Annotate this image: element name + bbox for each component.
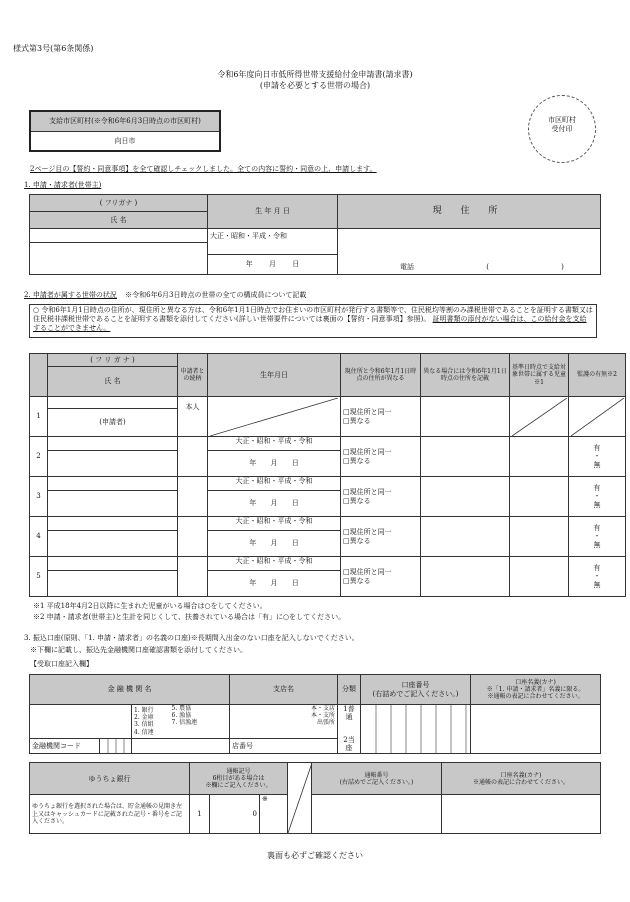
applicant-name-field[interactable] bbox=[30, 243, 208, 275]
section3-heading: 【受取口座記入欄】 bbox=[30, 660, 93, 668]
yucho-num-field[interactable] bbox=[312, 795, 442, 834]
differ-checkbox[interactable]: □異なる bbox=[343, 576, 371, 585]
yucho-holder-header bbox=[442, 763, 601, 795]
member-care[interactable] bbox=[569, 557, 626, 597]
yucho-description: ゆうちょ銀行を選択された場合は、貯金通帳の見開き左上又はキャッシュカードに記載された記号・番号をご記入ください。 bbox=[30, 795, 190, 834]
member-furigana[interactable] bbox=[48, 437, 178, 451]
type-nokyo[interactable]: 5. 農協 bbox=[171, 705, 192, 712]
care-no[interactable]: 無 bbox=[593, 580, 601, 589]
branch-type-2[interactable]: 本・支所 bbox=[311, 712, 336, 720]
reception-stamp bbox=[528, 95, 596, 163]
member-furigana[interactable] bbox=[48, 397, 178, 409]
member-name[interactable] bbox=[48, 491, 178, 517]
branch-field[interactable] bbox=[230, 705, 338, 739]
member-care[interactable] bbox=[569, 477, 626, 517]
type-shinren[interactable]: 4. 信連 bbox=[134, 728, 154, 736]
holder-field[interactable] bbox=[471, 705, 601, 754]
yucho-code-extra[interactable] bbox=[260, 795, 288, 834]
section2-title: 2. 申請者が属する世帯の状況 bbox=[24, 291, 117, 299]
member-birth-era[interactable]: 大正・昭和・平成・令和 bbox=[208, 477, 341, 491]
member-name[interactable] bbox=[48, 571, 178, 597]
holder-note: ※「1. 申請・請求者」名義に限る。 bbox=[486, 685, 585, 693]
branch-type-1[interactable]: 本・支店 bbox=[311, 705, 336, 712]
member-furigana[interactable] bbox=[48, 517, 178, 531]
h-care: 監護の有無※2 bbox=[569, 354, 626, 397]
member-child[interactable] bbox=[510, 477, 569, 517]
differ-checkbox[interactable]: □異なる bbox=[343, 416, 371, 425]
member-child[interactable] bbox=[510, 437, 569, 477]
yucho-holder-note: ※通帳の表記に合わせてください。 bbox=[472, 778, 569, 786]
address-notice bbox=[29, 304, 597, 338]
applicant-birth-date: 年 月 日 bbox=[208, 255, 338, 275]
h-relationship: 申請者との続柄 bbox=[178, 354, 208, 397]
diagonal-line bbox=[210, 398, 338, 436]
row-number: 2 bbox=[30, 437, 48, 477]
confirm-statement: 2ページ目の【誓約・同意事項】を全て確認しチェックしました。全ての内容に誓約・同意の上、申請します。 bbox=[30, 165, 377, 173]
name-header: 氏 名 bbox=[30, 212, 208, 229]
bank-name-header: 金 融 機 関 名 bbox=[30, 675, 230, 705]
section2-header bbox=[24, 291, 306, 300]
branch-no-label: 店番号 bbox=[232, 741, 254, 750]
holder-header bbox=[471, 675, 601, 705]
account-no-note: (右詰めでご記入ください。) bbox=[372, 689, 459, 698]
type-gyokyo[interactable]: 6. 漁協 bbox=[171, 712, 192, 720]
yucho-num-note: (右詰めでご記入ください。) bbox=[339, 778, 414, 786]
member-name[interactable] bbox=[48, 451, 178, 477]
notice-warning: 証明書類の添付がない場合は、この給付金を支給することができません。 bbox=[33, 314, 587, 332]
type-bank[interactable]: 1. 銀行 bbox=[134, 707, 154, 715]
furigana-header: ( フリガナ ) bbox=[30, 195, 208, 212]
member-birth-date: 年 月 日 bbox=[208, 491, 341, 517]
member-diff-address[interactable] bbox=[421, 397, 510, 437]
notice-text: 令和6年1月1日時点の住所が、現住所と異なる方は、令和6年1月1日時点でお住まいの市区町村が発行する書類等で、住民税均等割のみ課税世帯であることを証明する書類又は住民税非課税世帯であることを証明する書類を添付してください(詳しい世帯要件については裏面の【誓約・同意事項】参照)。 bbox=[33, 306, 593, 323]
member-relation[interactable] bbox=[178, 517, 208, 557]
section1-title: 1. 申請・請求者(世帯主) bbox=[24, 181, 102, 189]
account-no-field[interactable] bbox=[361, 705, 471, 754]
form-number: 様式第3号(第6条関係) bbox=[13, 44, 94, 53]
address-header: 現 住 所 bbox=[338, 195, 601, 229]
member-birth-era[interactable]: 大正・昭和・平成・令和 bbox=[208, 437, 341, 451]
differ-checkbox[interactable]: □異なる bbox=[343, 536, 371, 545]
care-no[interactable]: 無 bbox=[593, 500, 601, 509]
member-child bbox=[510, 397, 569, 437]
diagonal-line bbox=[512, 398, 567, 436]
member-furigana[interactable] bbox=[48, 557, 178, 571]
account-no-label: 口座番号 bbox=[401, 681, 430, 690]
yucho-divider bbox=[288, 763, 312, 834]
care-yes[interactable]: 有 bbox=[593, 563, 601, 572]
yucho-code-zero: 0 bbox=[252, 810, 257, 819]
h-furigana: ( フ リ ガ ナ ) bbox=[48, 354, 178, 367]
member-care[interactable] bbox=[569, 437, 626, 477]
bank-type-right[interactable] bbox=[170, 705, 230, 739]
bank-type-left[interactable] bbox=[132, 705, 170, 739]
form-subtitle: (申請を必要とする世帯の場合) bbox=[259, 81, 371, 90]
member-address-check[interactable] bbox=[341, 437, 421, 477]
member-name[interactable]: (申請者) bbox=[48, 409, 178, 437]
section3-title: 3. 振込口座(原則、「1. 申請・請求者」の名義の口座)※長期間入出金のない口座を記入しないでください。 bbox=[24, 634, 359, 642]
h-address-diff: 現住所と令和6年1月1日時点の住所が異なる bbox=[341, 354, 421, 397]
member-child[interactable] bbox=[510, 557, 569, 597]
h-name: 氏 名 bbox=[48, 367, 178, 397]
holder-label: 口座名義(カナ) bbox=[515, 678, 556, 686]
kind-toza[interactable]: 2当座 bbox=[343, 735, 355, 753]
care-dot: ・ bbox=[593, 572, 601, 581]
member-address-check[interactable] bbox=[341, 557, 421, 597]
member-birth-date: 年 月 日 bbox=[208, 571, 341, 597]
member-care bbox=[569, 397, 626, 437]
member-relation[interactable] bbox=[178, 557, 208, 597]
member-birth-blank bbox=[208, 397, 341, 437]
branch-no-cell[interactable] bbox=[230, 738, 338, 753]
member-birth-era[interactable]: 大正・昭和・平成・令和 bbox=[208, 517, 341, 531]
same-checkbox[interactable]: □現住所と同一 bbox=[343, 488, 392, 497]
yucho-code-first: 1 bbox=[190, 795, 210, 834]
yucho-holder-field[interactable] bbox=[442, 795, 601, 834]
type-shingyoren[interactable]: 7. 信漁連 bbox=[171, 719, 198, 727]
same-checkbox[interactable]: □現住所と同一 bbox=[343, 568, 392, 577]
kind-field[interactable] bbox=[338, 705, 361, 754]
member-child[interactable] bbox=[510, 517, 569, 557]
member-furigana[interactable] bbox=[48, 477, 178, 491]
payer-label: 支給市区町村(※令和6年6月3日時点の市区町村) bbox=[30, 111, 220, 131]
yucho-code-note2: ※欄にご記入ください。 bbox=[205, 782, 272, 790]
member-relation[interactable] bbox=[178, 477, 208, 517]
diagonal-line bbox=[571, 398, 624, 436]
member-diff-address[interactable] bbox=[421, 517, 510, 557]
form-title: 令和6年度向日市低所得世帯支援給付金申請書(請求書) bbox=[217, 70, 413, 79]
member-address-check[interactable] bbox=[341, 397, 421, 437]
member-care[interactable] bbox=[569, 517, 626, 557]
type-kinko[interactable]: 2. 金庫 bbox=[134, 714, 154, 722]
payer-municipality-table bbox=[29, 110, 221, 152]
member-diff-address[interactable] bbox=[421, 437, 510, 477]
care-yes[interactable]: 有 bbox=[593, 523, 601, 532]
era-options: 大正・昭和・平成・令和 bbox=[210, 232, 287, 240]
h-birth: 生年月日 bbox=[208, 354, 341, 397]
yucho-code-header bbox=[190, 763, 288, 795]
yucho-code-label: 通帳記号 bbox=[226, 767, 251, 775]
account-no-header bbox=[361, 675, 471, 705]
bank-name-field[interactable] bbox=[30, 705, 132, 739]
care-yes[interactable]: 有 bbox=[593, 443, 601, 452]
row-number: 1 bbox=[30, 397, 48, 437]
kind-header: 分類 bbox=[338, 675, 361, 705]
care-dot: ・ bbox=[593, 532, 601, 541]
footnote-2: ※2 申請・請求者(世帯主)と生計を同じくして、扶養されている場合は「有」に○をしてください。 bbox=[33, 613, 346, 621]
no-header bbox=[30, 354, 48, 397]
same-checkbox[interactable]: □現住所と同一 bbox=[343, 408, 392, 417]
phone-label: 電話 ( ) bbox=[400, 263, 564, 271]
yucho-table bbox=[29, 762, 601, 834]
differ-checkbox[interactable]: □異なる bbox=[343, 456, 371, 465]
member-birth-era[interactable]: 大正・昭和・平成・令和 bbox=[208, 557, 341, 571]
section3-note: ※下欄に記載し、振込先金融機関口座確認書類を添付してください。 bbox=[30, 646, 247, 654]
care-yes[interactable]: 有 bbox=[593, 483, 601, 492]
member-relation: 本人 bbox=[178, 397, 208, 437]
birth-header: 生 年 月 日 bbox=[208, 195, 338, 229]
bank-code-spacer bbox=[132, 738, 230, 753]
type-shinkumi[interactable]: 3. 信組 bbox=[134, 721, 154, 729]
applicant-furigana-field[interactable] bbox=[30, 229, 208, 243]
row-number: 5 bbox=[30, 557, 48, 597]
yucho-num-header bbox=[312, 763, 442, 795]
stamp-line1: 市区町村 bbox=[548, 116, 576, 124]
same-checkbox[interactable]: □現住所と同一 bbox=[343, 448, 392, 457]
bank-code-label: 金融機関コード bbox=[30, 738, 100, 753]
differ-checkbox[interactable]: □異なる bbox=[343, 496, 371, 505]
diagonal-line bbox=[288, 763, 312, 833]
care-no[interactable]: 無 bbox=[593, 460, 601, 469]
branch-header: 支店名 bbox=[230, 675, 338, 705]
member-diff-address[interactable] bbox=[421, 477, 510, 517]
footnote-1: ※1 平成18年4月2日以降に生まれた児童がいる場合は○をしてください。 bbox=[33, 602, 267, 610]
yucho-holder-label: 口座名義(カナ) bbox=[500, 771, 542, 779]
member-birth-date: 年 月 日 bbox=[208, 531, 341, 557]
branch-type-3[interactable]: 出張所 bbox=[317, 719, 336, 727]
household-table bbox=[29, 353, 626, 597]
yucho-code-note: 6桁目がある場合は bbox=[212, 775, 265, 783]
payer-value[interactable]: 向日市 bbox=[30, 131, 220, 151]
stamp-line2: 受付印 bbox=[551, 124, 573, 133]
row-number: 3 bbox=[30, 477, 48, 517]
care-no[interactable]: 無 bbox=[593, 540, 601, 549]
notice-circle: ○ bbox=[33, 306, 40, 314]
row-number: 4 bbox=[30, 517, 48, 557]
same-checkbox[interactable]: □現住所と同一 bbox=[343, 528, 392, 537]
holder-note2: ※通帳の表記に合わせてください。 bbox=[487, 693, 584, 701]
yucho-star: ※ bbox=[262, 795, 268, 804]
kind-futsu[interactable]: 1普通 bbox=[343, 705, 355, 722]
yucho-header: ゆうちょ銀行 bbox=[30, 763, 190, 795]
member-address-check[interactable] bbox=[341, 517, 421, 557]
bank-account-table bbox=[29, 674, 601, 754]
h-child: 基準日時点で支給対象世帯に属する児童※1 bbox=[510, 354, 569, 397]
yucho-code-digits[interactable] bbox=[210, 795, 260, 834]
applicant-birth-era[interactable] bbox=[208, 229, 338, 255]
yucho-num-label: 通帳番号 bbox=[364, 771, 389, 779]
care-dot: ・ bbox=[593, 452, 601, 461]
h-diff-address: 異なる場合には令和6年1月1日時点の住所を記載 bbox=[421, 354, 510, 397]
bank-code-field[interactable] bbox=[100, 738, 132, 753]
member-birth-date: 年 月 日 bbox=[208, 451, 341, 477]
footer-note: 裏面も必ずご確認ください bbox=[267, 851, 363, 860]
care-dot: ・ bbox=[593, 492, 601, 501]
section2-note: ※令和6年6月3日時点の世帯の全ての構成員について記載 bbox=[125, 291, 307, 299]
member-relation[interactable] bbox=[178, 437, 208, 477]
member-diff-address[interactable] bbox=[421, 557, 510, 597]
member-name[interactable] bbox=[48, 531, 178, 557]
member-address-check[interactable] bbox=[341, 477, 421, 517]
